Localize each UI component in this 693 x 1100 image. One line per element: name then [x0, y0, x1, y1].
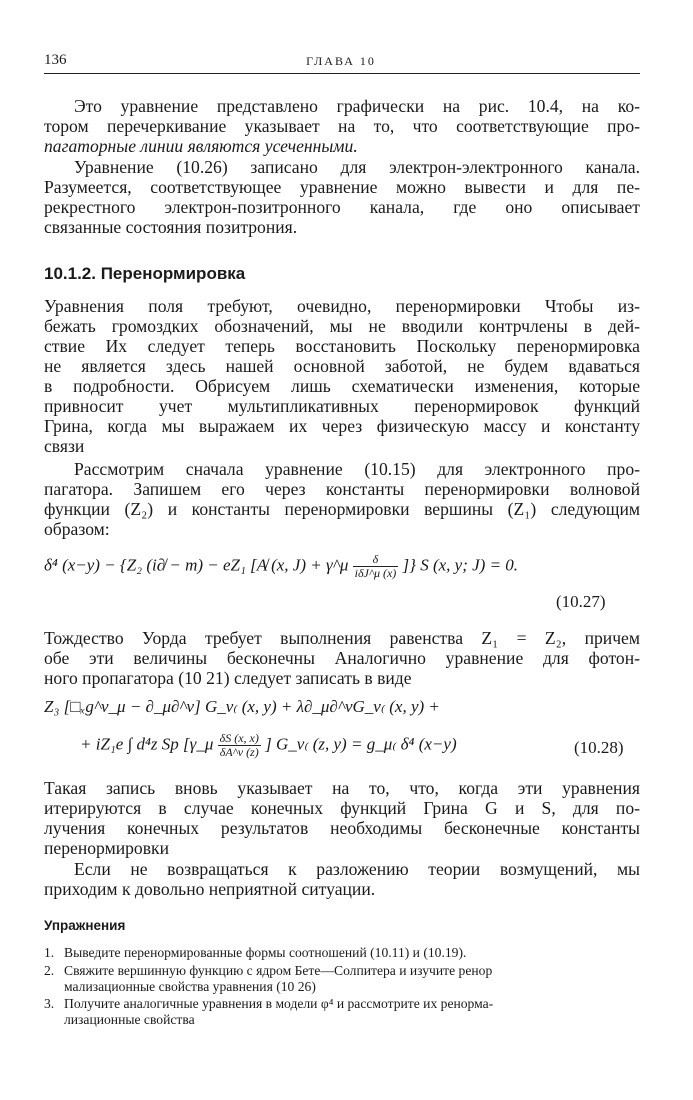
exercise-text: Свяжите вершинную функцию с ядром Бете—Солпитера и изучите ренор [64, 963, 493, 978]
text-line: Грина, когда мы выражаем их через физическую массу и константу [44, 416, 640, 436]
text-line: привносит учет мультипликативных перенормировок функций [44, 396, 640, 416]
equation-right: ] G_ν₍ (z, y) = g_μ₍ δ⁴ (x−y) [265, 734, 457, 754]
text-line: Такая запись вновь указывает на то, что, когда эти уравнения [44, 778, 640, 798]
text-line: перенормировки [44, 838, 169, 858]
text-line: функции (Z₂) и константы перенормировки вершины (Z₁) следующим [44, 499, 640, 519]
equation-10-27 [44, 553, 640, 580]
exercise-number: 3. [44, 996, 55, 1011]
exercise-item [44, 963, 640, 995]
fraction [218, 732, 261, 759]
text-line: рекрестного электрон-позитронного канала, где оно описывает [44, 197, 640, 217]
text-line: Рассмотрим сначала уравнение (10.15) для электронного про- [74, 459, 640, 479]
fraction [353, 553, 399, 580]
exercise-text: мализационные свойства уравнения (10 26) [64, 979, 316, 994]
text-line: Разумеется, соответствующее уравнение можно вывести и для пе- [44, 177, 640, 197]
section-title: 10.1.2. Перенормировка [44, 264, 246, 283]
text-line: Если не возвращаться к разложению теории возмущений, мы [74, 859, 640, 879]
page-number: 136 [44, 52, 67, 68]
fraction-denominator: iδJ^μ (x) [354, 566, 397, 580]
text-line: не является здесь нашей основной заботой, не будем вдаваться [44, 356, 640, 376]
exercise-item [44, 996, 640, 1028]
text-line: пагаторные линии являются усеченными. [44, 136, 358, 156]
exercise-text: Получите аналогичные уравнения в модели φ⁴ и рассмотрите их ренорма- [64, 996, 494, 1011]
paragraph-3 [44, 296, 640, 456]
equation-number: (10.28) [574, 738, 624, 757]
equation-left: δ⁴ (x−y) − {Z₂ (i∂̸ − m) − eZ₁ [A̸ (x, J) + γ^μ [44, 555, 349, 575]
text-line: образом: [44, 519, 110, 539]
text-line: Тождество Уорда требует выполнения равенства Z₁ = Z₂, причем [44, 628, 640, 648]
paragraph-6 [44, 778, 640, 858]
exercise-text: Выведите перенормированные формы соотношений (10.11) и (10.19). [64, 945, 467, 960]
exercise-number: 2. [44, 963, 55, 978]
text-line: связи [44, 436, 85, 456]
paragraph-1 [44, 96, 640, 156]
text-line: ствие Их следует теперь восстановить Поскольку перенормировка [44, 336, 640, 356]
text-line: итерируются в случае конечных функций Грина G и S, для по- [44, 798, 640, 818]
text-line: Уравнения поля требуют, очевидно, перенормировки Чтобы из- [44, 296, 640, 316]
exercises-title: Упражнения [44, 918, 126, 933]
equation-right: ]} S (x, y; J) = 0. [402, 555, 519, 575]
text-line: Это уравнение представлено графически на рис. 10.4, на ко- [74, 96, 640, 116]
header-rule [44, 73, 640, 74]
equation-number: (10.27) [556, 592, 606, 611]
paragraph-5 [44, 628, 640, 688]
paragraph-7 [44, 859, 640, 899]
chapter-title: ГЛАВА 10 [306, 54, 376, 68]
text-line: ного пропагатора (10 21) следует записать в виде [44, 668, 412, 688]
paragraph-4 [44, 459, 640, 539]
text-line: в подробности. Обрисуем лишь схематически изменения, которые [44, 376, 640, 396]
exercise-item [44, 945, 640, 961]
fraction-numerator: δ [353, 553, 399, 567]
text-line: тором перечеркивание указывает на то, что соответствующие про- [44, 116, 640, 136]
text-line: бежать громоздких обозначений, мы не вводили контрчлены в дей- [44, 316, 640, 336]
exercise-text: лизационные свойства [64, 1012, 195, 1027]
exercise-number: 1. [44, 945, 55, 960]
equation-10-28-line-1: Z₃ [□ₓg^ν_μ − ∂_μ∂^ν] G_ν₍ (x, y) + λ∂_μ∂^νG_ν₍ (x, y) + [44, 697, 440, 716]
text-line: приходим к довольно неприятной ситуации. [44, 879, 376, 899]
paragraph-2 [44, 157, 640, 237]
text-line: связанные состояния позитрония. [44, 217, 298, 237]
text-line: Уравнение (10.26) записано для электрон-электронного канала. [74, 157, 640, 177]
text-line: лучения конечных результатов необходимы бесконечные константы [44, 818, 640, 838]
page-header [44, 52, 638, 72]
text-line: обе эти величины бесконечны Аналогично уравнение для фотон- [44, 648, 640, 668]
equation-left: + iZ₁e ∫ d⁴z Sp [γ_μ [80, 734, 214, 754]
equation-10-28-line-2 [80, 732, 540, 759]
fraction-numerator: δS (x, x) [219, 731, 259, 745]
text-line: пагатора. Запишем его через константы перенормировки волновой [44, 479, 640, 499]
fraction-denominator: δA^ν (z) [219, 745, 259, 759]
